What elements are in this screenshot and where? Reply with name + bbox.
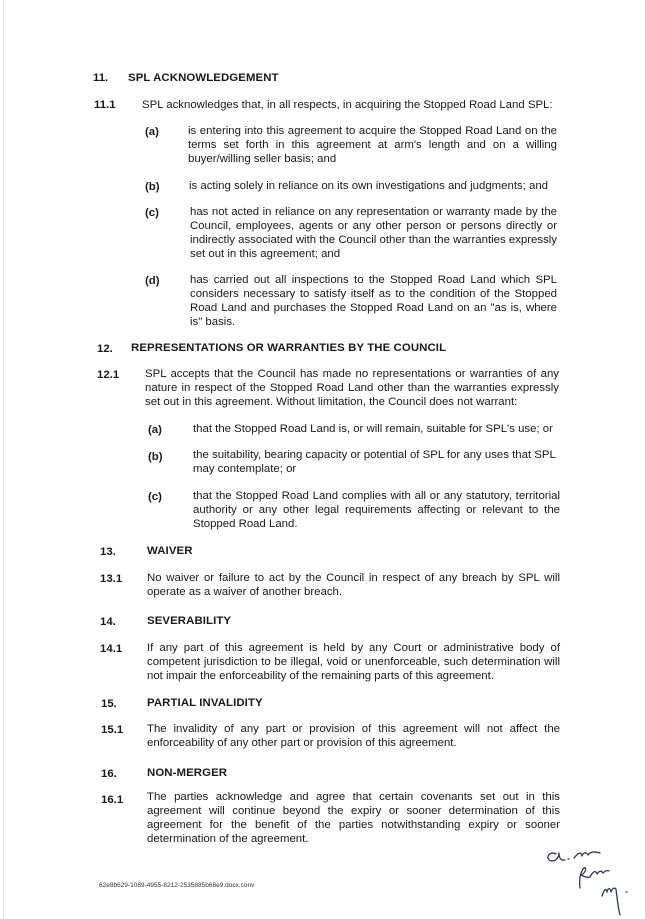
clause-14-1-number: 14.1 xyxy=(100,643,123,655)
clause-16-1-text: The parties acknowledge and agree that certain covenants set out in this agreement will continue beyond the expiry or sooner determination of this agreement for the benefit of the parties notwithstanding expiry or sooner determination of the agreement. xyxy=(147,791,560,845)
section-12-heading: REPRESENTATIONS OR WARRANTIES BY THE COUNCIL xyxy=(131,342,447,354)
handwritten-initials xyxy=(540,840,640,919)
clause-12-1-c-text: that the Stopped Road Land complies with all or any statutory, territorial authority or any other legal requirements affecting or relevant to the Stopped Road Land. xyxy=(193,490,560,530)
clause-11-1-text: SPL acknowledges that, in all respects, in acquiring the Stopped Road Land SPL: xyxy=(142,99,553,111)
clause-15-1-number: 15.1 xyxy=(101,724,124,736)
clause-11-1-b-text: is acting solely in reliance on its own investigations and judgments; and xyxy=(189,180,549,192)
clause-11-1-b-label: (b) xyxy=(145,181,160,193)
initial-g-stroke xyxy=(548,853,565,861)
section-16-number: 16. xyxy=(101,768,117,780)
section-15-number: 15. xyxy=(101,698,117,710)
clause-13-1-text: No waiver or failure to act by the Council in respect of any breach by SPL will operate as a waiver of another breach. xyxy=(147,572,560,598)
clause-16-1-number: 16.1 xyxy=(101,794,124,806)
clause-12-1-number: 12.1 xyxy=(97,369,120,381)
section-13-number: 13. xyxy=(100,546,116,558)
section-14-heading: SEVERABILITY xyxy=(147,615,232,627)
clause-12-1-a-label: (a) xyxy=(148,424,162,436)
clause-13-1-number: 13.1 xyxy=(100,573,123,585)
clause-11-1-a-label: (a) xyxy=(145,126,159,138)
section-13-heading: WAIVER xyxy=(147,545,193,557)
document-reference: 62e8b629-1089-4955-8212-2535885b68e9.docx.conv xyxy=(99,882,255,889)
section-16-heading: NON-MERGER xyxy=(147,767,228,779)
section-15-heading: PARTIAL INVALIDITY xyxy=(147,697,263,709)
section-11-heading: SPL ACKNOWLEDGEMENT xyxy=(128,72,279,84)
clause-12-1-b-text: the suitability, bearing capacity or potential of SPL for any uses that SPL may contemplate; or xyxy=(193,449,556,475)
clause-11-1-d-label: (d) xyxy=(145,275,160,287)
section-14-number: 14. xyxy=(100,616,116,628)
initial-m2-stroke xyxy=(602,888,620,915)
clause-11-1-a-text: is entering into this agreement to acquire the Stopped Road Land on the terms set forth in this agreement at arm's length and on a willing buyer/willing seller basis; and xyxy=(188,125,557,165)
clause-15-1-text: The invalidity of any part or provision of this agreement will not affect the enforceability of any other part or provision of this agreement. xyxy=(147,723,560,749)
clause-12-1-b-label: (b) xyxy=(148,451,163,463)
initial-rm-stroke xyxy=(580,868,609,888)
clause-12-1-c-label: (c) xyxy=(148,491,162,503)
clause-14-1-text: If any part of this agreement is held by any Court or administrative body of competent jurisdiction to be illegal, void or unenforceable, such determination will not impair the enforceability of the remaining parts of this agreement. xyxy=(147,642,560,682)
clause-12-1-text: SPL accepts that the Council has made no representations or warranties of any nature in respect of the Stopped Road Land other than the warranties expressly set out in this agreement. Without limitation, the Council does not warrant: xyxy=(145,368,559,408)
initial-m-stroke xyxy=(574,852,600,858)
clause-11-1-number: 11.1 xyxy=(94,99,116,111)
section-11-number: 11. xyxy=(93,72,109,84)
clause-11-1-c-label: (c) xyxy=(145,207,159,219)
clause-11-1-c-text: has not acted in reliance on any representation or warranty made by the Council, employees, agents or any other person or persons directly or indirectly associated with the Council other than the warranties expressly set out in this agreement; and xyxy=(190,206,557,260)
clause-11-1-d-text: has carried out all inspections to the Stopped Road Land which SPL considers necessary to satisfy itself as to the condition of the Stopped Road Land and purchases the Stopped Road Land on an "as is, where is" basis. xyxy=(190,274,557,328)
scan-edge xyxy=(3,0,4,919)
section-12-number: 12. xyxy=(97,343,113,355)
clause-12-1-a-text: that the Stopped Road Land is, or will remain, suitable for SPL's use; or xyxy=(193,423,553,435)
